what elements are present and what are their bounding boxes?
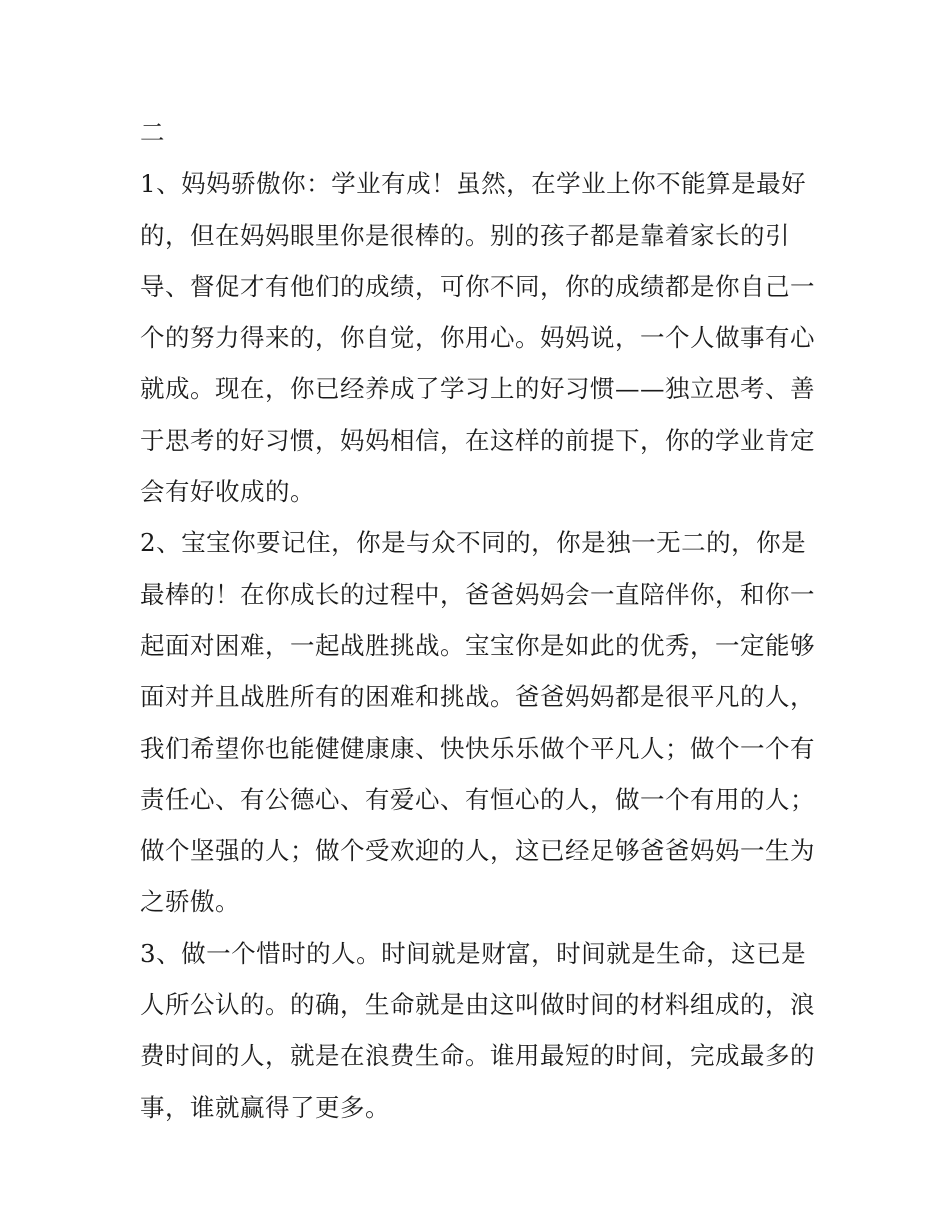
paragraph-line: 我们希望你也能健健康康、快快乐乐做个平凡人；做个一个有	[140, 733, 815, 763]
paragraph-line: 之骄傲。	[140, 887, 240, 917]
paragraph-line: 1、妈妈骄傲你：学业有成！虽然，在学业上你不能算是最好	[140, 169, 807, 199]
paragraph-line: 起面对困难，一起战胜挑战。宝宝你是如此的优秀，一定能够	[140, 630, 815, 660]
paragraph-2	[140, 517, 820, 927]
paragraph-line: 做个坚强的人；做个受欢迎的人，这已经足够爸爸妈妈一生为	[140, 836, 815, 866]
document-body	[140, 107, 820, 1133]
paragraph-line: 就成。现在，你已经养成了学习上的好习惯——独立思考、善	[140, 374, 815, 404]
paragraph-line: 人所公认的。的确，生命就是由这叫做时间的材料组成的，浪	[140, 990, 815, 1020]
paragraph-3	[140, 928, 820, 1133]
paragraph-line: 个的努力得来的，你自觉，你用心。妈妈说，一个人做事有心	[140, 323, 815, 353]
paragraph-line: 责任心、有公德心、有爱心、有恒心的人，做一个有用的人；	[140, 784, 815, 814]
paragraph-line: 费时间的人，就是在浪费生命。谁用最短的时间，完成最多的	[140, 1041, 815, 1071]
paragraph-line: 3、做一个惜时的人。时间就是财富，时间就是生命，这已是	[140, 938, 807, 968]
paragraph-line: 最棒的！在你成长的过程中，爸爸妈妈会一直陪伴你，和你一	[140, 579, 815, 609]
paragraph-line: 事，谁就赢得了更多。	[140, 1092, 390, 1122]
section-heading: 二	[140, 118, 165, 147]
paragraph-line: 会有好收成的。	[140, 477, 315, 507]
paragraph-line: 导、督促才有他们的成绩，可你不同，你的成绩都是你自己一	[140, 271, 815, 301]
paragraph-line: 2、宝宝你要记住，你是与众不同的，你是独一无二的，你是	[140, 528, 807, 558]
paragraph-line: 的，但在妈妈眼里你是很棒的。别的孩子都是靠着家长的引	[140, 220, 790, 250]
paragraph-line: 于思考的好习惯，妈妈相信，在这样的前提下，你的学业肯定	[140, 425, 815, 455]
paragraph-1	[140, 158, 820, 517]
paragraph-line: 面对并且战胜所有的困难和挑战。爸爸妈妈都是很平凡的人，	[140, 682, 815, 712]
